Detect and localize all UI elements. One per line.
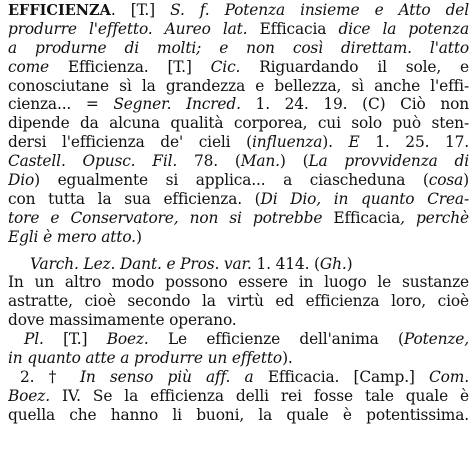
italic-text: influenza — [251, 133, 323, 152]
roman-text: dersi l'efficienza de' cieli ( — [8, 133, 252, 152]
italic-text: , perchè — [400, 208, 469, 227]
roman-text: ) egualmente si applica... a ciascheduna ( — [34, 171, 429, 190]
roman-text: [T.] — [63, 330, 107, 349]
italic-text: Man. — [240, 152, 280, 171]
paragraph-gap — [8, 247, 469, 255]
roman-text: ) — [135, 227, 142, 246]
plural-line-1 — [8, 330, 469, 349]
roman-text: Le efficienze dell'anima ( — [167, 330, 404, 349]
sense-2-line-3 — [8, 406, 469, 425]
entry-line-1 — [8, 1, 469, 20]
entry-line-12 — [8, 209, 469, 228]
roman-text: . [T.] — [110, 1, 171, 19]
italic-text: Egli è mero atto. — [8, 227, 136, 246]
entry-line-8 — [8, 133, 469, 152]
italic-text: Boez. — [106, 330, 168, 349]
citation-line — [8, 255, 469, 274]
italic-text: dice la potenza — [338, 19, 469, 38]
sense-2-line-1 — [8, 368, 469, 387]
roman-text: 1. 24. 19. (C) Ciò non — [255, 95, 469, 114]
roman-text: 1. 25. 17. — [375, 133, 469, 152]
entry-line-10 — [8, 171, 469, 190]
entry-line-5 — [8, 77, 469, 96]
roman-text: ). — [282, 349, 293, 368]
roman-text: ). — [322, 133, 349, 152]
roman-text: dove massimamente operano. — [8, 311, 237, 330]
italic-text: In senso più aff. a — [79, 367, 268, 386]
roman-text: ) — [463, 171, 469, 190]
roman-text: quella che hanno li buoni, la quale è potentissima. — [8, 405, 469, 424]
quote-line-3 — [8, 311, 469, 330]
italic-text: come — [8, 57, 68, 76]
sense-2-line-2 — [8, 387, 469, 406]
entry-line-11 — [8, 190, 469, 209]
headword: EFFICIENZA — [8, 2, 111, 19]
roman-text: astratte, cioè secondo la virtù ed efficienza loro, cioè — [8, 292, 469, 311]
italic-text: tore e Conservatore, non si potrebbe — [8, 208, 334, 227]
entry-line-13 — [8, 228, 469, 247]
italic-text: Boez. — [8, 386, 62, 405]
entry-line-6 — [8, 95, 469, 114]
italic-text: cosa — [428, 171, 464, 190]
italic-text: La provvidenza di — [308, 152, 469, 171]
italic-text: Varch. Lez. Dant. e Pros. var. — [30, 254, 257, 273]
roman-text: cienza... = — [8, 95, 114, 114]
entry-line-3 — [8, 39, 469, 58]
entry-line-9 — [8, 152, 469, 171]
roman-text: con tutta la sua efficienza. ( — [8, 189, 261, 208]
roman-text: ) — [346, 254, 353, 273]
roman-text: IV. Se la efficienza delli rei fosse tale quale è — [61, 386, 469, 405]
roman-text: 78. ( — [193, 152, 241, 171]
quote-line-1 — [8, 273, 469, 292]
italic-text: Segner. Incred. — [113, 95, 256, 114]
roman-text: Efficacia — [333, 208, 401, 227]
entry-line-4 — [8, 58, 469, 77]
italic-text: Castell. Opusc. Fil. — [8, 152, 194, 171]
entry-line-2 — [8, 20, 469, 39]
italic-text: Di Dio, in quanto Crea- — [260, 189, 469, 208]
italic-text: Cic. — [210, 57, 260, 76]
italic-text: S. f. Potenza insieme e Atto del — [170, 1, 469, 19]
quote-line-2 — [8, 292, 469, 311]
roman-text: 1. 414. ( — [256, 254, 320, 273]
roman-text: ) ( — [279, 152, 309, 171]
roman-text: dipende da alcuna qualità corporea, cui solo può sten- — [8, 114, 469, 133]
italic-text: Pl. — [24, 330, 64, 349]
roman-text: In un altro modo possono essere in luogo le sustanze — [8, 273, 469, 292]
italic-text: Potenze, — [403, 330, 469, 349]
roman-text: 2. † — [20, 367, 80, 386]
plural-line-2 — [8, 349, 469, 368]
italic-text: in quanto atte a produrre un effetto — [8, 349, 283, 368]
italic-text: Gh. — [319, 254, 347, 273]
italic-text: E — [348, 133, 376, 152]
roman-text: Efficacia — [259, 19, 339, 38]
roman-text: Efficienza. [T.] — [67, 57, 211, 76]
roman-text: conosciutane sì la grandezza e bellezza, sì anche l'effi- — [8, 76, 469, 95]
italic-text: Dio — [8, 171, 35, 190]
italic-text: a produrne di molti; e non così direttam. l'atto — [8, 38, 469, 57]
italic-text: produrre l'effetto. Aureo lat. — [8, 19, 260, 38]
entry-line-7 — [8, 114, 469, 133]
roman-text: Riguardando il sole, e — [259, 57, 469, 76]
italic-text: Com. — [429, 367, 469, 386]
roman-text: Efficacia. [Camp.] — [267, 367, 430, 386]
